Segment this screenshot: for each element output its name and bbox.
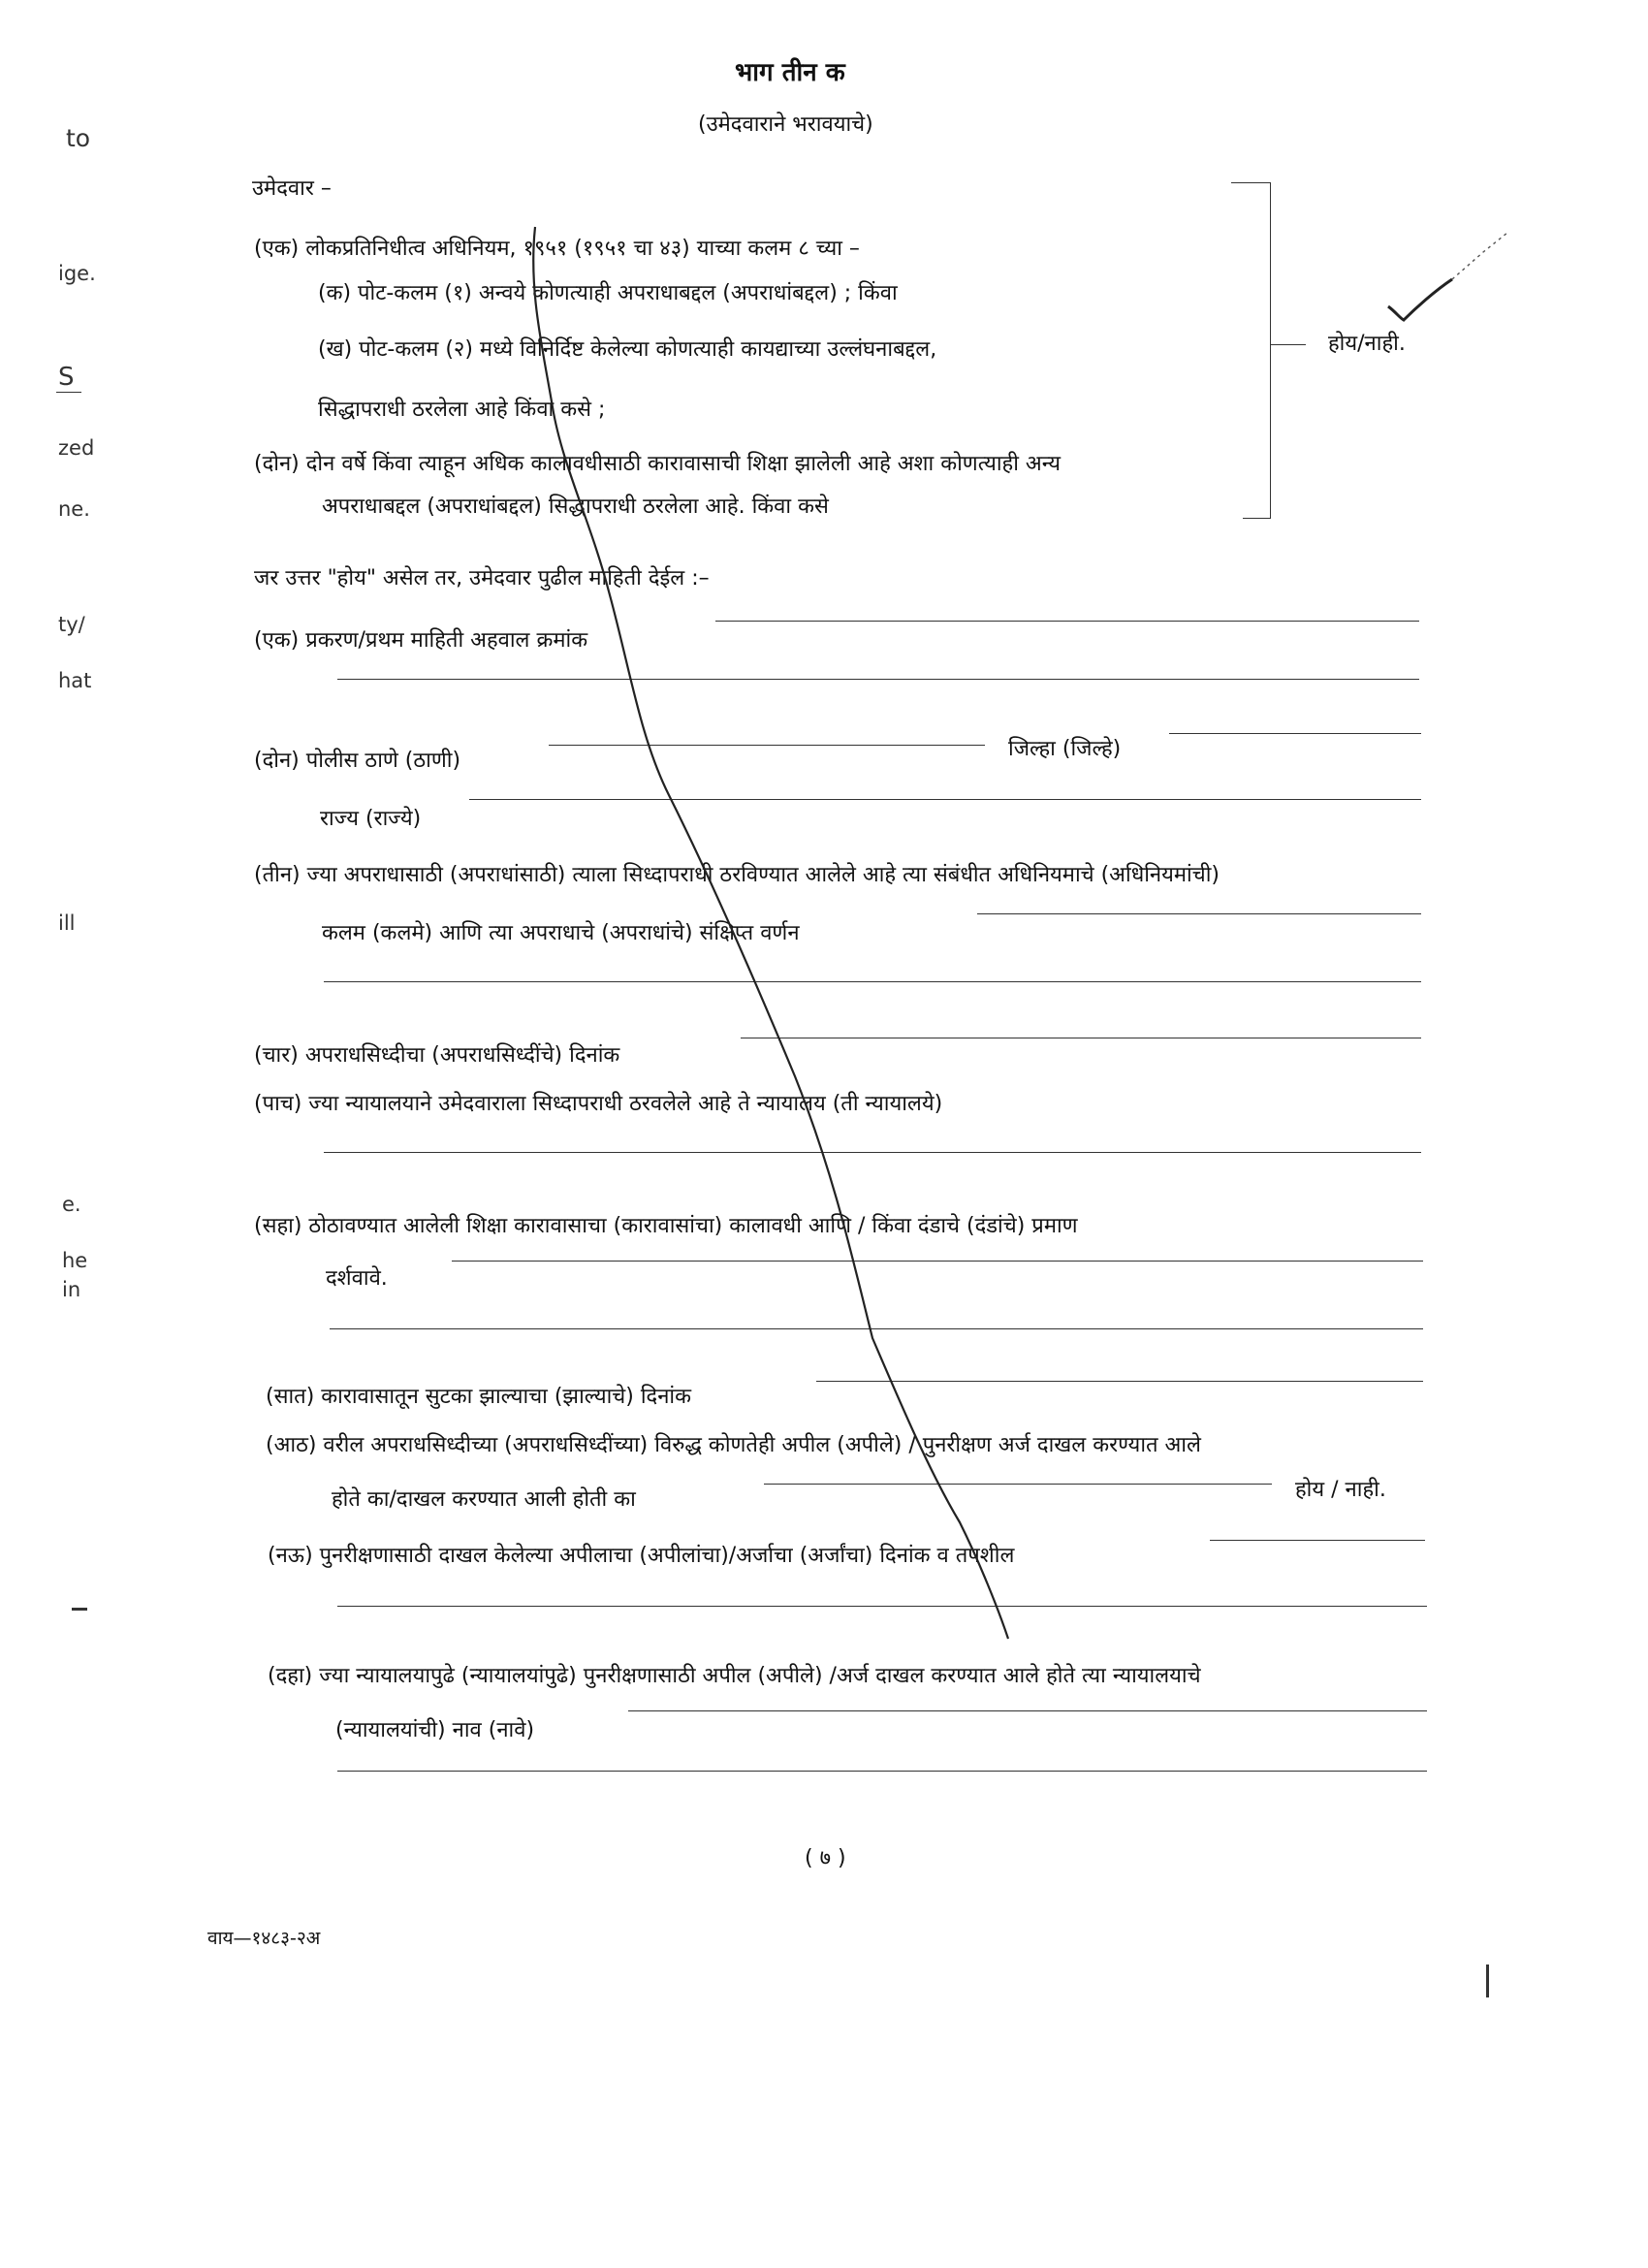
followup-lead: जर उत्तर "होय" असेल तर, उमेदवार पुढील माहिती देईल :– <box>254 566 710 591</box>
item-3-blank <box>324 981 1421 982</box>
item-10-blank <box>337 1771 1427 1772</box>
item-1-blank <box>715 621 1419 622</box>
item-9-blank <box>337 1606 1427 1607</box>
item-10-label: (दहा) ज्या न्यायालयापुढे (न्यायालयांपुढे) पुनरीक्षणासाठी अपील (अपीले) /अर्ज दाखल करण्यात आले होते त्या न्यायालयाचे <box>268 1664 1201 1688</box>
item-1-label: (एक) प्रकरण/प्रथम माहिती अहवाल क्रमांक <box>254 628 588 653</box>
item-5-blank <box>324 1152 1421 1153</box>
margin-fragment: zed <box>58 436 95 460</box>
item-2-blank <box>1169 733 1421 734</box>
question-1c: सिद्धापराधी ठरलेला आहे किंवा कसे ; <box>318 398 606 422</box>
item-6-blank <box>330 1328 1423 1329</box>
page-title: भाग तीन क <box>735 58 845 87</box>
item-8-label: (आठ) वरील अपराधसिध्दीच्या (अपराधसिध्दींच्या) विरुद्ध कोणतेही अपील (अपीले) / पुनरीक्षण अर्ज दाखल करण्यात आले <box>266 1433 1201 1457</box>
item-3b-label: कलम (कलमे) आणि त्या अपराधाचे (अपराधांचे) संक्षिप्त वर्णन <box>322 921 800 945</box>
item-8-blank <box>764 1484 1272 1485</box>
candidate-label: उमेदवार – <box>252 176 332 201</box>
item-6b-label: दर्शवावे. <box>326 1266 388 1291</box>
pen-stroke-dashed <box>1452 233 1507 279</box>
margin-fragment: S <box>58 363 75 392</box>
margin-rule <box>56 392 81 393</box>
question-2b: अपराधाबद्दल (अपराधांबद्दल) सिद्धापराधी ठरलेला आहे. किंवा कसे <box>322 495 829 519</box>
item-10b-label: (न्यायालयांची) नाव (नावे) <box>335 1718 535 1742</box>
item-8-yes-no: होय / नाही. <box>1295 1478 1386 1502</box>
item-3-label: (तीन) ज्या अपराधासाठी (अपराधांसाठी) त्याला सिध्दापराधी ठरविण्यात आलेले आहे त्या संबंधीत अधिनियमाचे (अधिनियमांची) <box>254 863 1220 887</box>
margin-fragment: ty/ <box>58 613 85 636</box>
question-1: (एक) लोकप्रतिनिधीत्व अधिनियम, १९५१ (१९५१ चा ४३) याच्या कलम ८ च्या – <box>254 237 860 261</box>
item-9-label: (नऊ) पुनरीक्षणासाठी दाखल केलेल्या अपीलाचा (अपीलांचा)/अर्जाचा (अर्जांचा) दिनांक व तपशील <box>268 1544 1015 1568</box>
item-7-blank <box>816 1381 1423 1382</box>
item-1-blank <box>337 679 1419 680</box>
item-2-blank <box>469 799 1421 800</box>
margin-fragment: ill <box>58 911 76 935</box>
page-number: ( ७ ) <box>805 1846 846 1870</box>
margin-rule <box>72 1608 87 1611</box>
margin-fragment: hat <box>58 669 92 692</box>
item-2-state-label: राज्य (राज्ये) <box>320 807 422 831</box>
item-7-label: (सात) कारावासातून सुटका झाल्याचा (झाल्याचे) दिनांक <box>266 1385 692 1409</box>
item-6-blank <box>452 1261 1423 1262</box>
yes-no-answer: होय/नाही. <box>1328 332 1406 356</box>
bracket <box>1231 182 1270 183</box>
margin-fragment: in <box>62 1278 81 1301</box>
margin-rule <box>1486 1965 1489 1997</box>
bracket <box>1243 518 1271 519</box>
item-2-label: (दोन) पोलीस ठाणे (ठाणी) <box>254 749 461 773</box>
question-1a: (क) पोट-कलम (१) अन्वये कोणत्याही अपराधाबद्दल (अपराधांबद्दल) ; किंवा <box>318 281 898 305</box>
item-8b-label: होते का/दाखल करण्यात आली होती का <box>332 1487 636 1512</box>
bracket <box>1271 344 1306 345</box>
item-10-blank <box>628 1710 1427 1711</box>
margin-fragment: e. <box>62 1193 81 1216</box>
bracket <box>1270 182 1271 518</box>
margin-fragment: to <box>66 124 91 152</box>
item-6-label: (सहा) ठोठावण्यात आलेली शिक्षा कारावासाचा (कारावासांचा) कालावधी आणि / किंवा दंडाचे (दंडांचे) प्रमाण <box>254 1214 1078 1238</box>
tick-mark-icon <box>1388 279 1452 320</box>
margin-fragment: ige. <box>58 262 96 285</box>
page-subtitle: (उमेदवाराने भरावयाचे) <box>698 112 873 137</box>
question-1b: (ख) पोट-कलम (२) मध्ये विनिर्दिष्ट केलेल्या कोणत्याही कायद्याच्या उल्लंघनाबद्दल, <box>318 337 937 362</box>
item-3-blank <box>977 913 1421 914</box>
item-5-label: (पाच) ज्या न्यायालयाने उमेदवाराला सिध्दापराधी ठरवलेले आहे ते न्यायालय (ती न्यायालये) <box>254 1092 943 1116</box>
item-4-label: (चार) अपराधसिध्दीचा (अपराधसिध्दींचे) दिनांक <box>254 1043 620 1068</box>
document-code: वाय—१४८३-२अ <box>207 1928 321 1949</box>
item-2-blank <box>549 745 985 746</box>
item-2-district-label: जिल्हा (जिल्हे) <box>1008 737 1122 761</box>
question-2: (दोन) दोन वर्षे किंवा त्याहून अधिक कालावधीसाठी कारावासाची शिक्षा झालेली आहे अशा कोणत्याही अन्य <box>254 452 1061 476</box>
margin-fragment: ne. <box>58 497 90 521</box>
item-9-blank <box>1210 1540 1425 1541</box>
margin-fragment: he <box>62 1249 88 1272</box>
